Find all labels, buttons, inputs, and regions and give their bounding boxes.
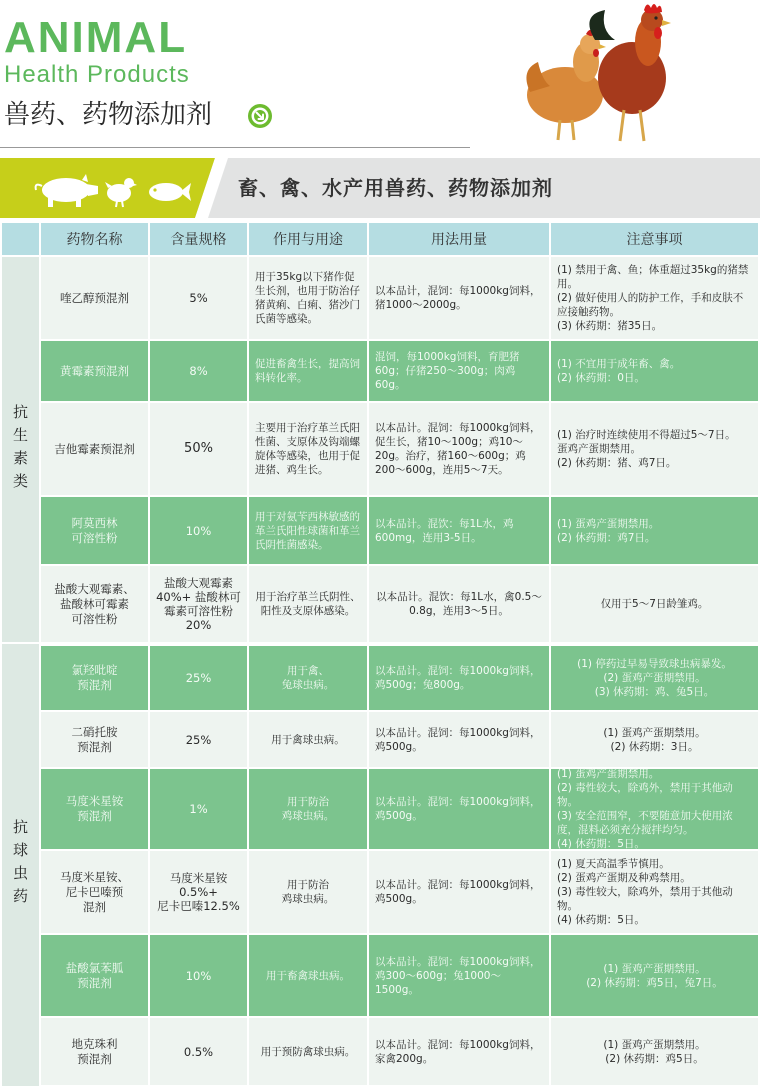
notes-cell-text: (1) 夏天高温季节慎用。 (2) 蛋鸡产蛋期及种鸡禁用。 (3) 毒性较大，除鸡外，禁用于其他动物。 (4) 休药期：5日。 <box>557 858 733 926</box>
use-cell <box>249 935 367 1016</box>
chicken-icon <box>104 174 138 208</box>
use-cell <box>249 712 367 767</box>
notes-cell <box>551 769 758 849</box>
notes-cell-text: (1) 蛋鸡产蛋期禁用。 (2) 休药期：3日。 <box>603 726 706 753</box>
drug-name-cell-text: 喹乙醇预混剂 <box>60 290 129 305</box>
drug-name-cell <box>41 935 148 1016</box>
dosage-cell-text: 以本品计，混饲：每1000kg饲料，猪1000～2000g。 <box>375 285 541 311</box>
notes-cell <box>551 403 758 495</box>
drug-name-cell-text: 阿莫西林 可溶性粉 <box>71 515 118 545</box>
use-cell-text: 用于防治 鸡球虫病。 <box>281 796 335 822</box>
use-cell <box>249 257 367 339</box>
drug-name-cell-text: 盐酸大观霉素、 盐酸林可霉素 可溶性粉 <box>54 581 135 626</box>
dosage-cell-text: 以本品计。混饲：每1000kg饲料，鸡500g；兔800g。 <box>375 665 541 691</box>
dosage-cell <box>369 257 549 339</box>
spec-cell <box>150 646 247 710</box>
category-label: 抗生素类 <box>11 403 29 496</box>
spec-cell-text: 25% <box>185 732 212 747</box>
drug-name-cell <box>41 851 148 933</box>
notes-cell-text: (1) 蛋鸡产蛋期禁用。 (2) 休药期：鸡5日，兔7日。 <box>586 962 723 989</box>
dosage-cell-text: 以本品计。混饲：每1000kg饲料，促生长，猪10～100g；鸡10～20g。治疗，猪160～600g；鸡200～600g，连用5～7天。 <box>375 422 541 476</box>
use-cell <box>249 851 367 933</box>
spec-cell <box>150 712 247 767</box>
use-cell <box>249 341 367 401</box>
spec-cell-text: 盐酸大观霉素40%+ 盐酸林可霉素可溶性粉20% <box>156 576 241 632</box>
spec-cell <box>150 851 247 933</box>
use-cell <box>249 1018 367 1085</box>
use-cell-text: 用于禽球虫病。 <box>271 733 345 746</box>
spec-cell <box>150 769 247 849</box>
drug-name-cell-text: 二硝托胺 预混剂 <box>71 724 118 754</box>
banner-title: 畜、禽、水产用兽药、药物添加剂 <box>238 176 553 200</box>
dosage-cell-text: 以本品计。混饲：每1000kg饲料，鸡500g。 <box>375 726 541 753</box>
dosage-cell <box>369 646 549 710</box>
dosage-cell-text: 以本品计。混饲：每1000kg饲料，鸡300～600g；兔1000～1500g。 <box>375 955 541 996</box>
drug-name-cell <box>41 646 148 710</box>
category-cell-antibiotics <box>2 257 39 642</box>
notes-cell-text: 仅用于5～7日龄雏鸡。 <box>600 598 709 610</box>
drug-name-cell-text: 马度米星铵 预混剂 <box>65 794 124 823</box>
use-cell <box>249 403 367 495</box>
notes-cell-text: (1) 停药过早易导致球虫病暴发。 (2) 蛋鸡产蛋期禁用。 (3) 休药期：鸡、兔5日。 <box>577 658 732 698</box>
notes-cell-text: (1) 蛋鸡产蛋期禁用。 (2) 休药期：鸡7日。 <box>557 517 660 544</box>
column-header-notes: 注意事项 <box>551 223 758 255</box>
notes-cell-text: (1) 禁用于禽、鱼；体重超过35kg的猪禁用。 (2) 做好使用人的防护工作，手和皮肤不应接触药物。 (3) 休药期：猪35日。 <box>557 264 749 332</box>
use-cell-text: 用于35kg以下猪作促生长剂，也用于防治仔猪黄痢、白痢、猪沙门氏菌等感染。 <box>255 271 360 325</box>
drug-name-cell-text: 地克珠利 预混剂 <box>71 1036 118 1066</box>
spec-cell <box>150 935 247 1016</box>
use-cell-text: 促进畜禽生长，提高饲料转化率。 <box>255 358 360 384</box>
notes-cell-text: (1) 蛋鸡产蛋期禁用。 (2) 毒性较大，除鸡外，禁用于其他动物。 (3) 安全范围窄，不要随意加大使用浓度，混料必须充分搅拌均匀。 (4) 休药期：5日。 <box>557 768 733 850</box>
notes-cell <box>551 497 758 564</box>
drug-name-cell-text: 黄霉素预混剂 <box>60 363 129 378</box>
notes-cell <box>551 712 758 767</box>
spec-cell <box>150 403 247 495</box>
notes-cell-text: (1) 蛋鸡产蛋期禁用。 (2) 休药期：鸡5日。 <box>603 1038 706 1065</box>
dosage-cell-text: 以本品计。混饲：每1000kg饲料，鸡500g。 <box>375 796 541 822</box>
spec-cell <box>150 566 247 642</box>
dosage-cell-text: 以本品计。混饮：每1L水，禽0.5～0.8g，连用3～5日。 <box>376 591 542 617</box>
dosage-cell-text: 以本品计。混饲：每1000kg饲料，鸡500g。 <box>375 879 541 905</box>
category-cell-anticoccidial <box>2 644 39 1086</box>
use-cell <box>249 566 367 642</box>
column-header-dosage: 用法用量 <box>369 223 549 255</box>
dosage-cell <box>369 497 549 564</box>
dosage-cell <box>369 769 549 849</box>
dosage-cell <box>369 341 549 401</box>
spec-cell-text: 25% <box>185 671 212 685</box>
category-label: 抗球虫药 <box>11 819 29 911</box>
use-cell-text: 主要用于治疗革兰氏阳性菌、支原体及钩端螺旋体等感染，也用于促进猪、鸡生长。 <box>255 422 360 476</box>
use-cell-text: 用于对氨苄西林敏感的革兰氏阳性球菌和革兰氏阴性菌感染。 <box>255 510 360 551</box>
section-title: 兽药、药物添加剂 <box>4 100 213 130</box>
spec-cell <box>150 257 247 339</box>
brand-title: ANIMAL <box>4 13 188 62</box>
column-header-spec: 含量规格 <box>150 223 247 255</box>
spec-cell-text: 5% <box>189 291 208 305</box>
spec-cell-text: 0.5% <box>183 1044 214 1059</box>
drug-name-cell <box>41 497 148 564</box>
arrow-circle-icon <box>248 104 272 128</box>
drug-name-cell-text: 马度米星铵、 尼卡巴嗪预 混剂 <box>60 869 129 914</box>
drug-name-cell <box>41 769 148 849</box>
spec-cell <box>150 341 247 401</box>
dosage-cell <box>369 935 549 1016</box>
drug-name-cell <box>41 566 148 642</box>
drug-name-cell <box>41 712 148 767</box>
brand-subtitle: Health Products <box>4 61 190 88</box>
use-cell <box>249 646 367 710</box>
notes-cell <box>551 851 758 933</box>
dosage-cell-text: 以本品计。混饲：每1000kg饲料，家禽200g。 <box>375 1038 541 1065</box>
use-cell <box>249 769 367 849</box>
use-cell-text: 用于治疗革兰氏阴性、阳性及支原体感染。 <box>255 591 361 617</box>
column-header-name: 药物名称 <box>41 223 148 255</box>
spec-cell <box>150 497 247 564</box>
dosage-cell <box>369 566 549 642</box>
drug-name-cell <box>41 1018 148 1085</box>
use-cell-text: 用于禽、 兔球虫病。 <box>281 665 335 691</box>
use-cell-text: 用于防治 鸡球虫病。 <box>281 879 335 905</box>
notes-cell-text: (1) 不宜用于成年畜、禽。 (2) 休药期：0日。 <box>557 358 681 384</box>
drug-name-cell <box>41 341 148 401</box>
spec-cell-text: 1% <box>189 802 208 816</box>
spec-cell-text: 10% <box>185 968 212 983</box>
notes-cell-text: (1) 治疗时连续使用不得超过5～7日。 蛋鸡产蛋期禁用。 (2) 休药期：猪、鸡7日。 <box>557 429 736 469</box>
drug-name-cell <box>41 403 148 495</box>
spec-cell-text: 马度米星铵0.5%+ 尼卡巴嗪12.5% <box>157 871 240 913</box>
spec-cell-text: 50% <box>184 441 213 456</box>
notes-cell <box>551 1018 758 1085</box>
dosage-cell <box>369 851 549 933</box>
notes-cell <box>551 646 758 710</box>
dosage-cell <box>369 712 549 767</box>
use-cell-text: 用于预防禽球虫病。 <box>260 1045 356 1058</box>
use-cell-text: 用于畜禽球虫病。 <box>266 969 350 982</box>
pig-icon <box>30 172 100 208</box>
fish-icon <box>144 178 192 206</box>
dosage-cell <box>369 1018 549 1085</box>
spec-cell <box>150 1018 247 1085</box>
spec-cell-text: 10% <box>185 523 212 538</box>
spec-cell-text: 8% <box>189 364 208 378</box>
notes-cell <box>551 566 758 642</box>
notes-cell <box>551 257 758 339</box>
drug-name-cell-text: 吉他霉素预混剂 <box>54 441 135 456</box>
notes-cell <box>551 935 758 1016</box>
drug-name-cell-text: 氯羟吡啶 预混剂 <box>71 663 118 692</box>
chicken-photo <box>520 0 680 145</box>
column-header-use: 作用与用途 <box>249 223 367 255</box>
use-cell <box>249 497 367 564</box>
dosage-cell-text: 以本品计。混饮：每1L水，鸡600mg，连用3-5日。 <box>375 517 514 544</box>
header-blank <box>2 223 39 255</box>
dosage-cell <box>369 403 549 495</box>
drug-name-cell-text: 盐酸氯苯胍 预混剂 <box>65 960 124 990</box>
notes-cell <box>551 341 758 401</box>
drug-name-cell <box>41 257 148 339</box>
title-divider <box>0 147 470 148</box>
dosage-cell-text: 混饲，每1000kg饲料，育肥猪60g；仔猪250～300g；肉鸡60g。 <box>375 351 520 391</box>
